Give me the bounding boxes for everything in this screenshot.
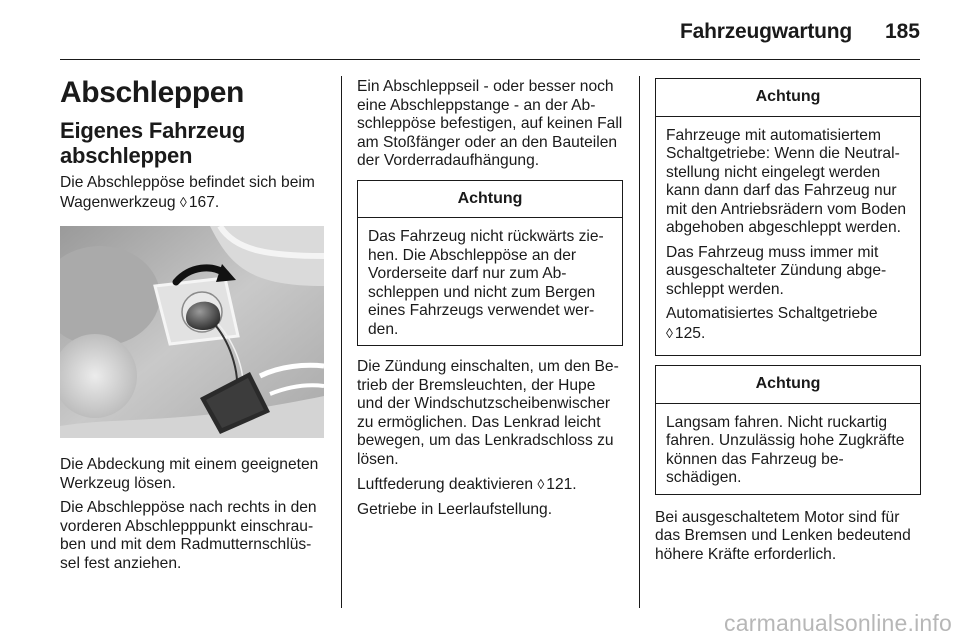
tow-eye-illustration [60,226,324,438]
paragraph-ignition: Die Zündung einschalten, um den Betrieb der Bremsleuchten, der Hupe und der Windschutzscheibenwischer zu ermöglichen. Das Lenkrad leicht bewegen, um das Lenkradschloss zu lösen. [357,358,619,468]
warning-title: Achtung [656,366,920,404]
subsection-heading: Eigenes Fahrzeug abschleppen [60,118,246,168]
paragraph-engine-off: Bei ausgeschaltetem Motor sind für das Bremsen und Lenken bedeutend höhere Kräfte erforderlich. [655,508,911,563]
warning-text: Das Fahrzeug muss immer mit ausgeschalteter Zündung abgeschleppt werden. [666,243,887,298]
paragraph-screw-in-eye: Die Abschleppöse nach rechts in den vorderen Abschlepppunkt einschrauben und mit dem Radmutternschlüssel fest anziehen. [60,499,317,572]
column-divider-2 [639,76,640,608]
paragraph-attach-rope: Ein Abschleppseil - oder besser noch eine Abschleppstange - an der Abschleppöse befestigen, auf keinen Fall am Stoßfänger oder an den Bauteilen der Vorderradaufhängung. [357,78,623,169]
air-suspension-text: Luftfederung deaktivieren [357,476,533,493]
warning-body [656,117,920,356]
column-divider-1 [341,76,342,608]
warning-text: Fahrzeuge mit automatisiertem Schaltgetriebe: Wenn die Neutralstellung nicht eingelegt werden kann dann darf das Fahrzeug nur mit den Antriebsrädern vom Boden abgehoben abgeschleppt werden. [666,126,907,236]
warning-body: Das Fahrzeug nicht rückwärts ziehen. Die Abschleppöse an der Vorderseite darf nur zum Abschleppen und nicht zum Bergen eines Fahrzeugs verwendet werden. [368,228,604,338]
warning-box-drive-slowly [655,365,921,495]
warning-title: Achtung [358,181,622,219]
warning-text [666,305,910,343]
section-heading: Abschleppen [60,76,244,109]
watermark-text: carmanualsonline.info [724,610,952,636]
intro-paragraph [60,174,326,212]
warning-body: Langsam fahren. Nicht ruckartig fahren. Unzulässig hohe Zugkräfte können das Fahrzeug beschädigen. [666,413,905,486]
warning-box-no-reverse [357,180,623,347]
paragraph-neutral: Getriebe in Leerlaufstellung. [357,500,553,518]
header-divider [60,59,920,60]
intro-text: Die Abschleppöse befindet sich beim Wagenwerkzeug [60,174,315,211]
page-ref-icon: ◊ [537,476,545,492]
column-1 [60,76,326,579]
warning-box-automated-gearbox [655,78,921,356]
page-header-title: Fahrzeugwartung [680,20,853,43]
gearbox-ref-text: Automatisiertes Schaltgetriebe [666,305,878,322]
warning-title: Achtung [656,79,920,117]
page-ref-link[interactable]: 167. [188,193,220,211]
page-ref-link[interactable]: 121. [546,476,577,493]
page-number: 185 [884,20,920,43]
column-2 [357,78,623,525]
paragraph-remove-cover: Die Abdeckung mit einem geeigneten Werkzeug lösen. [60,456,319,492]
paragraph-air-suspension [357,475,623,495]
page-ref-icon: ◊ [666,324,673,341]
column-3 [655,78,921,570]
page-ref-link[interactable]: 125. [674,324,706,342]
page-ref-icon: ◊ [179,193,187,210]
